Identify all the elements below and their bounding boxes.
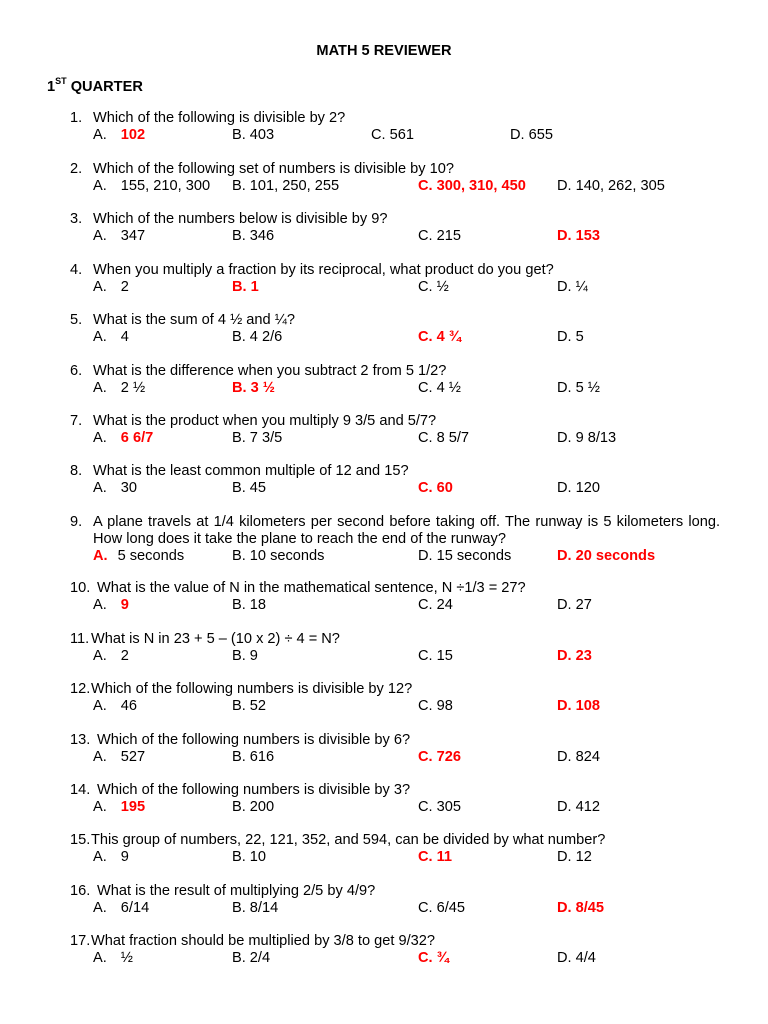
answer-option bbox=[232, 430, 282, 446]
option-letter: A. bbox=[93, 698, 107, 714]
option-letter: C. bbox=[418, 849, 433, 865]
answer-option bbox=[510, 127, 553, 143]
option-value: 18 bbox=[249, 597, 267, 613]
option-value: 12 bbox=[575, 849, 592, 865]
option-letter: C. bbox=[418, 698, 433, 714]
option-letter: D. bbox=[557, 799, 572, 815]
quarter-label: QUARTER bbox=[70, 78, 143, 95]
option-letter: A. bbox=[93, 329, 107, 345]
answer-option bbox=[557, 698, 600, 714]
answer-option bbox=[232, 950, 270, 966]
answer-option bbox=[418, 329, 461, 345]
answer-option bbox=[232, 900, 278, 916]
answer-option bbox=[232, 127, 274, 143]
document-title: MATH 5 REVIEWER bbox=[316, 43, 452, 59]
answer-option bbox=[93, 950, 133, 966]
option-value: 8 5/7 bbox=[436, 430, 470, 446]
option-letter: A. bbox=[93, 749, 107, 765]
question-text: When you multiply a fraction by its reciprocal, what product do you get? bbox=[93, 262, 554, 278]
question-text: What is the result of multiplying 2/5 by 4/9? bbox=[97, 883, 376, 899]
answer-option bbox=[232, 329, 282, 345]
option-value: 347 bbox=[120, 228, 146, 244]
option-value: 15 seconds bbox=[436, 548, 512, 564]
question-text: What is the product when you multiply 9 3/5 and 5/7? bbox=[93, 413, 437, 429]
question-number: 3. bbox=[70, 211, 83, 227]
question-number: 17. bbox=[70, 933, 91, 949]
question-number: 9. bbox=[70, 514, 83, 530]
option-letter: A. bbox=[93, 480, 107, 496]
option-value: 45 bbox=[249, 480, 267, 496]
answer-option bbox=[93, 799, 145, 815]
option-value: 5 bbox=[575, 329, 584, 345]
question-number: 8. bbox=[70, 463, 83, 479]
option-value: 9 8/13 bbox=[575, 430, 617, 446]
answer-option bbox=[557, 329, 584, 345]
option-letter: B. bbox=[232, 329, 246, 345]
option-value: 346 bbox=[249, 228, 275, 244]
option-letter: A. bbox=[93, 597, 107, 613]
option-value: ½ bbox=[120, 950, 133, 966]
option-value: 824 bbox=[575, 749, 600, 765]
question-number: 6. bbox=[70, 363, 83, 379]
option-value: 9 bbox=[120, 597, 129, 613]
option-letter: D. bbox=[557, 597, 572, 613]
option-value: 23 bbox=[575, 648, 592, 664]
option-value: 300, 310, 450 bbox=[436, 178, 526, 194]
option-letter: A. bbox=[93, 548, 108, 564]
option-value: 8/45 bbox=[575, 900, 604, 916]
question-text: This group of numbers, 22, 121, 352, and 594, can be divided by what number? bbox=[91, 832, 606, 848]
option-letter: C. bbox=[418, 597, 433, 613]
option-letter: B. bbox=[232, 749, 246, 765]
option-letter: B. bbox=[232, 228, 246, 244]
option-letter: C. bbox=[418, 329, 433, 345]
question-number: 14. bbox=[70, 782, 91, 798]
answer-option bbox=[557, 799, 600, 815]
quarter-heading bbox=[47, 77, 143, 95]
answer-option bbox=[418, 548, 511, 564]
option-letter: B. bbox=[232, 548, 246, 564]
option-value: 195 bbox=[120, 799, 146, 815]
option-letter: B. bbox=[232, 900, 246, 916]
answer-option bbox=[557, 178, 665, 194]
quarter-suffix: ST bbox=[55, 76, 67, 86]
answer-option bbox=[418, 849, 452, 865]
option-value: 60 bbox=[436, 480, 453, 496]
answer-option bbox=[418, 430, 469, 446]
option-value: ½ bbox=[436, 279, 449, 295]
answer-option bbox=[557, 950, 596, 966]
answer-option bbox=[232, 648, 258, 664]
answer-option bbox=[232, 799, 274, 815]
option-value: 2 bbox=[120, 279, 129, 295]
option-letter: A. bbox=[93, 380, 107, 396]
option-letter: D. bbox=[557, 279, 572, 295]
option-letter: D. bbox=[557, 228, 572, 244]
option-value: 2 bbox=[120, 648, 129, 664]
answer-option bbox=[93, 597, 129, 613]
question-text: What is the value of N in the mathematical sentence, N ÷1/3 = 27? bbox=[97, 580, 526, 596]
option-letter: D. bbox=[557, 480, 572, 496]
answer-option bbox=[557, 430, 616, 446]
option-letter: D. bbox=[418, 548, 433, 564]
question-number: 5. bbox=[70, 312, 83, 328]
option-letter: A. bbox=[93, 900, 107, 916]
answer-option bbox=[232, 548, 324, 564]
answer-option bbox=[93, 127, 145, 143]
answer-option bbox=[418, 480, 453, 496]
option-value: 3 ½ bbox=[250, 380, 275, 396]
question-text: What is the sum of 4 ½ and ¼? bbox=[93, 312, 295, 328]
option-value: 15 bbox=[436, 648, 453, 664]
question-number: 1. bbox=[70, 110, 83, 126]
answer-option bbox=[93, 178, 210, 194]
question-text: Which of the following numbers is divisible by 3? bbox=[97, 782, 411, 798]
answer-option bbox=[418, 380, 461, 396]
option-value: 140, 262, 305 bbox=[575, 178, 665, 194]
answer-option bbox=[232, 749, 274, 765]
answer-option bbox=[93, 279, 129, 295]
answer-option bbox=[93, 228, 145, 244]
answer-option bbox=[557, 900, 604, 916]
option-letter: A. bbox=[93, 950, 107, 966]
answer-option bbox=[232, 849, 266, 865]
question-text: What fraction should be multiplied by 3/8 to get 9/32? bbox=[91, 933, 435, 949]
question-number: 16. bbox=[70, 883, 91, 899]
answer-option bbox=[232, 480, 266, 496]
option-letter: C. bbox=[418, 480, 433, 496]
answer-option bbox=[93, 480, 137, 496]
answer-option bbox=[418, 799, 461, 815]
option-letter: B. bbox=[232, 849, 246, 865]
option-letter: C. bbox=[418, 749, 433, 765]
question-text: Which of the following numbers is divisible by 6? bbox=[97, 732, 411, 748]
answer-option bbox=[93, 749, 145, 765]
option-letter: D. bbox=[557, 950, 572, 966]
option-value: 7 3/5 bbox=[249, 430, 283, 446]
option-letter: A. bbox=[93, 279, 107, 295]
option-letter: B. bbox=[232, 648, 246, 664]
option-value: 4 ¾ bbox=[436, 329, 461, 345]
option-value: 108 bbox=[575, 698, 600, 714]
option-letter: D. bbox=[557, 698, 572, 714]
option-value: ¾ bbox=[436, 950, 449, 966]
option-value: 4 ½ bbox=[436, 380, 461, 396]
answer-option bbox=[232, 380, 275, 396]
answer-option bbox=[557, 597, 592, 613]
option-value: 98 bbox=[436, 698, 453, 714]
option-value: 155, 210, 300 bbox=[120, 178, 211, 194]
option-letter: C. bbox=[418, 900, 433, 916]
answer-option bbox=[418, 228, 461, 244]
answer-option bbox=[371, 127, 414, 143]
answer-option bbox=[93, 548, 184, 564]
option-letter: D. bbox=[557, 380, 572, 396]
option-value: 6 6/7 bbox=[120, 430, 154, 446]
option-letter: D. bbox=[557, 430, 572, 446]
option-value: 6/45 bbox=[436, 900, 465, 916]
option-letter: B. bbox=[232, 698, 246, 714]
option-letter: B. bbox=[232, 430, 246, 446]
option-value: 2/4 bbox=[249, 950, 271, 966]
option-value: 2 ½ bbox=[120, 380, 146, 396]
answer-option bbox=[557, 749, 600, 765]
option-value: 305 bbox=[436, 799, 461, 815]
option-letter: A. bbox=[93, 430, 107, 446]
option-value: 120 bbox=[575, 480, 600, 496]
answer-option bbox=[418, 648, 453, 664]
option-value: 9 bbox=[120, 849, 129, 865]
option-value: 4 bbox=[120, 329, 129, 345]
question-number: 15. bbox=[70, 832, 91, 848]
option-value: 561 bbox=[389, 127, 414, 143]
question-number: 13. bbox=[70, 732, 91, 748]
answer-option bbox=[418, 279, 449, 295]
answer-option bbox=[93, 380, 145, 396]
question-text: Which of the following numbers is divisible by 12? bbox=[91, 681, 413, 697]
question-number: 2. bbox=[70, 161, 83, 177]
answer-option bbox=[557, 228, 600, 244]
option-letter: A. bbox=[93, 127, 107, 143]
question-text: What is the least common multiple of 12 and 15? bbox=[93, 463, 409, 479]
option-letter: A. bbox=[93, 178, 107, 194]
option-value: 412 bbox=[575, 799, 600, 815]
option-value: 527 bbox=[120, 749, 146, 765]
option-letter: D. bbox=[557, 648, 572, 664]
option-letter: B. bbox=[232, 950, 246, 966]
option-letter: D. bbox=[557, 900, 572, 916]
option-value: 10 bbox=[249, 849, 267, 865]
option-letter: C. bbox=[418, 648, 433, 664]
option-value: 5 seconds bbox=[117, 548, 185, 564]
option-letter: D. bbox=[557, 329, 572, 345]
question-text: What is N in 23 + 5 – (10 x 2) ÷ 4 = N? bbox=[91, 631, 340, 647]
option-value: 27 bbox=[575, 597, 592, 613]
answer-option bbox=[232, 698, 266, 714]
option-letter: B. bbox=[232, 127, 246, 143]
answer-option bbox=[557, 279, 588, 295]
question-number: 7. bbox=[70, 413, 83, 429]
option-letter: B. bbox=[232, 178, 246, 194]
answer-option bbox=[557, 480, 600, 496]
option-value: 403 bbox=[249, 127, 275, 143]
question-number: 12. bbox=[70, 681, 91, 697]
option-value: 726 bbox=[436, 749, 461, 765]
option-letter: D. bbox=[557, 849, 572, 865]
option-letter: B. bbox=[232, 597, 246, 613]
answer-option bbox=[418, 597, 453, 613]
question-text: Which of the numbers below is divisible by 9? bbox=[93, 211, 388, 227]
option-value: 24 bbox=[436, 597, 453, 613]
option-letter: B. bbox=[232, 380, 247, 396]
option-value: 6/14 bbox=[120, 900, 150, 916]
option-value: ¼ bbox=[575, 279, 588, 295]
option-letter: C. bbox=[418, 799, 433, 815]
option-value: 655 bbox=[528, 127, 553, 143]
question-text: Which of the following is divisible by 2? bbox=[93, 110, 346, 126]
question-number: 10. bbox=[70, 580, 91, 596]
option-value: 20 seconds bbox=[575, 548, 656, 564]
answer-option bbox=[418, 900, 465, 916]
answer-option bbox=[418, 749, 461, 765]
option-letter: D. bbox=[557, 749, 572, 765]
answer-option bbox=[418, 698, 453, 714]
answer-option bbox=[93, 698, 137, 714]
option-letter: B. bbox=[232, 480, 246, 496]
option-letter: C. bbox=[418, 950, 433, 966]
option-letter: A. bbox=[93, 849, 107, 865]
option-letter: B. bbox=[232, 799, 246, 815]
option-value: 8/14 bbox=[249, 900, 279, 916]
quarter-number: 1 bbox=[47, 78, 56, 95]
option-letter: C. bbox=[371, 127, 386, 143]
answer-option bbox=[93, 900, 149, 916]
answer-option bbox=[557, 380, 600, 396]
question-text: Which of the following set of numbers is divisible by 10? bbox=[93, 161, 454, 177]
option-letter: B. bbox=[232, 279, 247, 295]
question-text: A plane travels at 1/4 kilometers per second before taking off. The runway is 5 kilometers long. How long does it take the plane to reach the end of the runway? bbox=[93, 514, 720, 547]
option-letter: D. bbox=[557, 178, 572, 194]
option-value: 215 bbox=[436, 228, 461, 244]
answer-option bbox=[93, 430, 153, 446]
answer-option bbox=[232, 178, 339, 194]
answer-option bbox=[557, 548, 655, 564]
option-value: 30 bbox=[120, 480, 138, 496]
option-value: 9 bbox=[249, 648, 258, 664]
question-number: 4. bbox=[70, 262, 83, 278]
option-value: 200 bbox=[249, 799, 275, 815]
answer-option bbox=[93, 648, 129, 664]
option-letter: C. bbox=[418, 178, 433, 194]
option-letter: C. bbox=[418, 279, 433, 295]
option-letter: A. bbox=[93, 799, 107, 815]
answer-option bbox=[557, 849, 592, 865]
answer-option bbox=[418, 950, 449, 966]
option-value: 10 seconds bbox=[249, 548, 325, 564]
option-value: 52 bbox=[249, 698, 267, 714]
answer-option bbox=[557, 648, 592, 664]
option-value: 11 bbox=[436, 849, 453, 865]
option-letter: C. bbox=[418, 228, 433, 244]
answer-option bbox=[232, 228, 274, 244]
option-value: 4/4 bbox=[575, 950, 596, 966]
option-value: 101, 250, 255 bbox=[249, 178, 340, 194]
answer-option bbox=[232, 279, 259, 295]
option-value: 153 bbox=[575, 228, 600, 244]
question-text: What is the difference when you subtract 2 from 5 1/2? bbox=[93, 363, 447, 379]
option-letter: C. bbox=[418, 430, 433, 446]
answer-option bbox=[93, 329, 129, 345]
option-value: 102 bbox=[120, 127, 146, 143]
option-value: 4 2/6 bbox=[249, 329, 283, 345]
answer-option bbox=[418, 178, 526, 194]
option-letter: A. bbox=[93, 648, 107, 664]
answer-option bbox=[93, 849, 129, 865]
option-letter: D. bbox=[510, 127, 525, 143]
option-letter: D. bbox=[557, 548, 572, 564]
option-value: 616 bbox=[249, 749, 275, 765]
option-letter: A. bbox=[93, 228, 107, 244]
option-letter: C. bbox=[418, 380, 433, 396]
option-value: 1 bbox=[250, 279, 259, 295]
option-value: 46 bbox=[120, 698, 138, 714]
answer-option bbox=[232, 597, 266, 613]
question-number: 11. bbox=[70, 631, 90, 647]
option-value: 5 ½ bbox=[575, 380, 600, 396]
